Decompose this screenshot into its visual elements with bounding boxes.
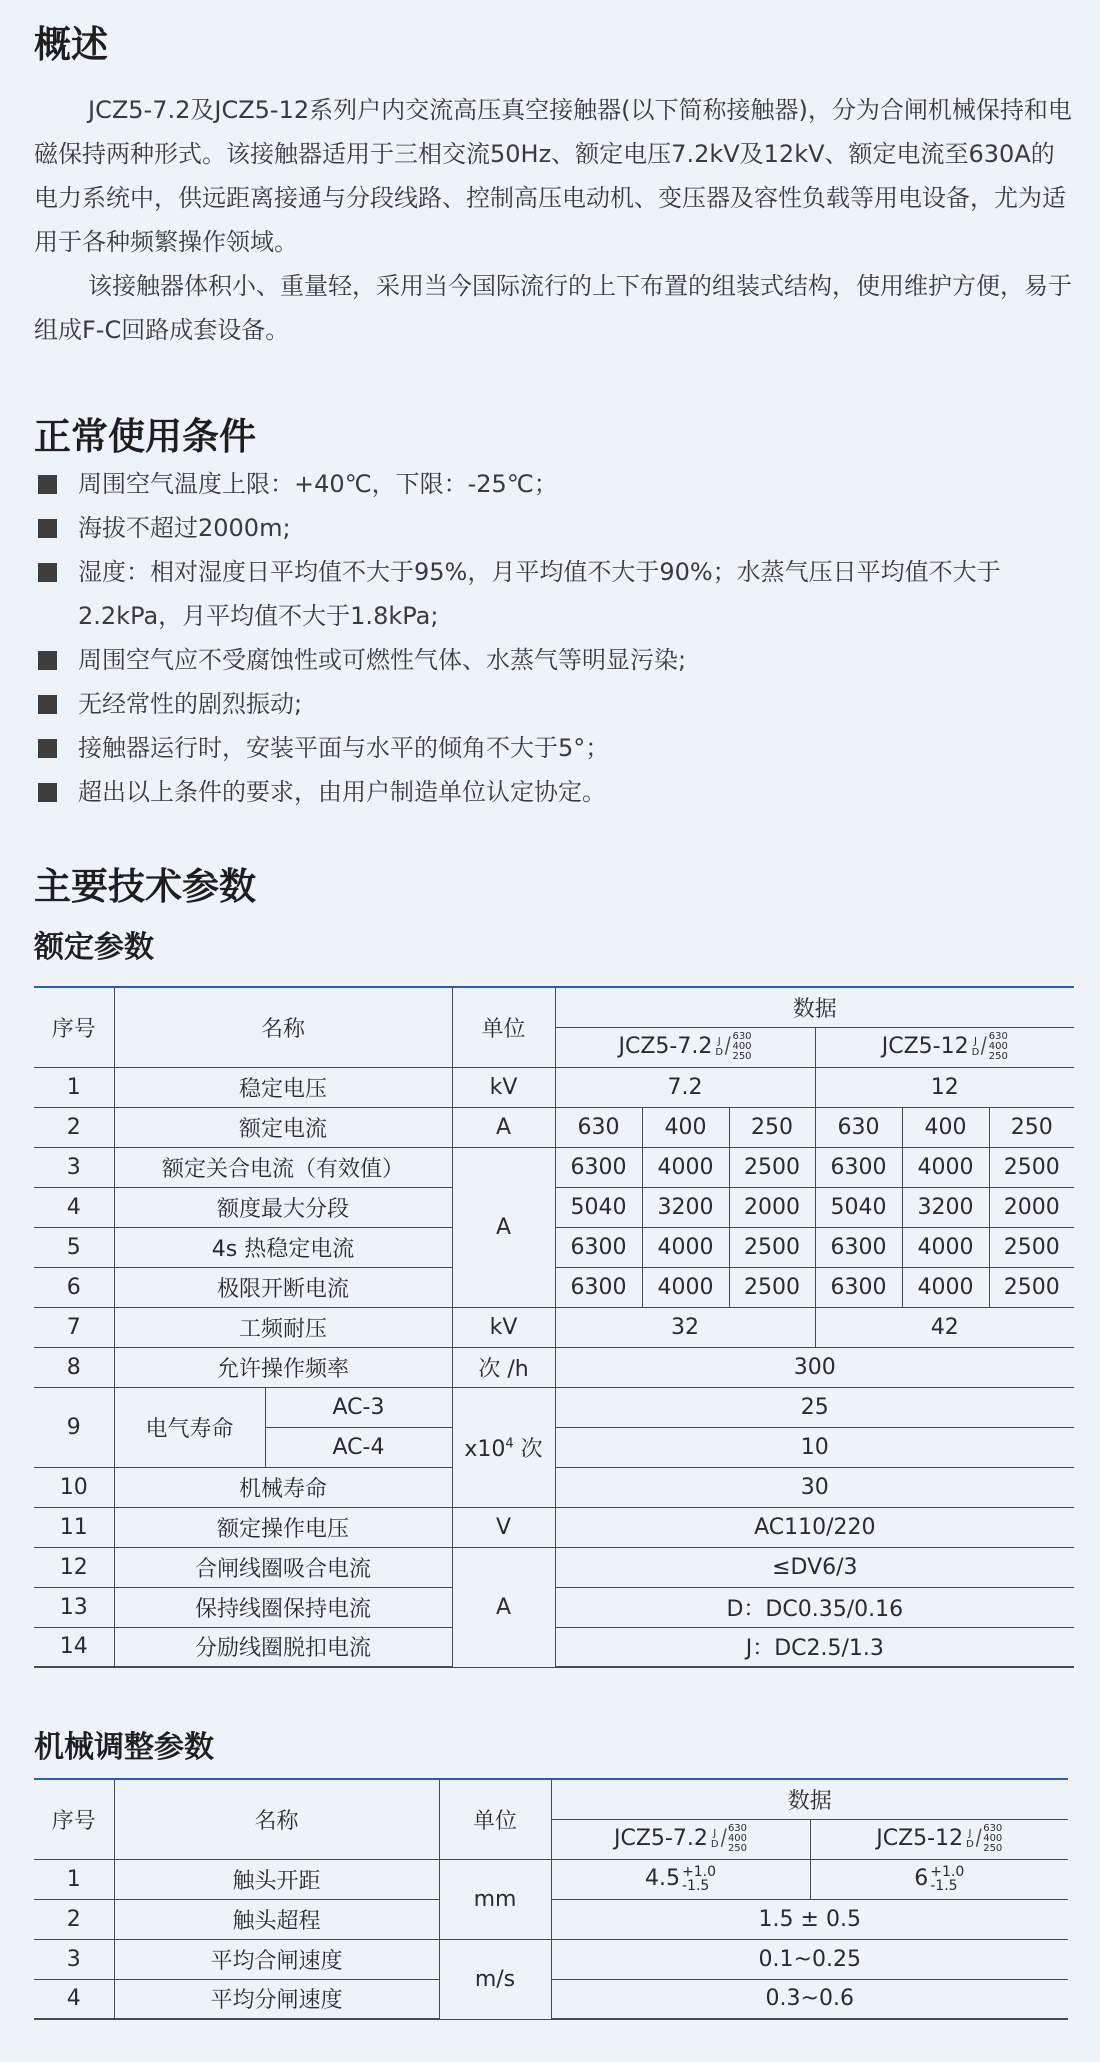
cell-seq: 2 — [34, 1899, 114, 1939]
cell-seq: 1 — [34, 1859, 114, 1899]
cell-name: 合闸线圈吸合电流 — [114, 1547, 452, 1587]
cell-value: 4000 — [642, 1147, 729, 1187]
cell-value: 12 — [815, 1067, 1074, 1107]
cell-seq: 9 — [34, 1387, 114, 1467]
cell-value: 250 — [989, 1107, 1074, 1147]
cell-seq: 1 — [34, 1067, 114, 1107]
cell-name: 平均合闸速度 — [114, 1939, 439, 1979]
bullet-square-icon — [38, 739, 57, 758]
header-name: 名称 — [114, 1779, 439, 1859]
cell-value: 400 — [902, 1107, 989, 1147]
cell-value: 6300 — [815, 1267, 902, 1307]
cell-value: 1.5 ± 0.5 — [551, 1899, 1068, 1939]
cell-value: 5040 — [815, 1187, 902, 1227]
cell-value: 2500 — [989, 1227, 1074, 1267]
bullet-square-icon — [38, 783, 57, 802]
cell-value: 0.3~0.6 — [551, 1979, 1068, 2019]
cell-name: 允许操作频率 — [114, 1347, 452, 1387]
cell-unit: kV — [452, 1067, 555, 1107]
cell-seq: 4 — [34, 1187, 114, 1227]
overview-paragraph-1: JCZ5-7.2及JCZ5-12系列户内交流高压真空接触器(以下简称接触器)，分为合闸机械保持和电磁保持两种形式。该接触器适用于三相交流50Hz、额定电压7.2kV及12kV、额定电流至630A的电力系统中，供远距离接通与分段线路、控制高压电动机、变压器及容性负载等用电设备，尤为适用于各种频繁操作领域。 — [34, 96, 1072, 256]
cell-name: 触头开距 — [114, 1859, 439, 1899]
cell-value: 3200 — [642, 1187, 729, 1227]
bullet-square-icon — [38, 519, 57, 538]
cell-value: 4000 — [642, 1227, 729, 1267]
table-row — [34, 1147, 1074, 1187]
rated-params-table — [34, 986, 1074, 1668]
condition-item: 周围空气应不受腐蚀性或可燃性气体、水蒸气等明显污染; — [34, 638, 1079, 682]
cell-name: 稳定电压 — [114, 1067, 452, 1107]
header-unit: 单位 — [439, 1779, 551, 1859]
cell-name: 分励线圈脱扣电流 — [114, 1627, 452, 1667]
cell-name: 4s 热稳定电流 — [114, 1227, 452, 1267]
header-model-jcz5-12: JCZ5-12 J D/ 630 400 250 — [810, 1819, 1068, 1859]
mech-params-table — [34, 1778, 1068, 2020]
cell-unit: m/s — [439, 1939, 551, 2019]
cell-seq: 13 — [34, 1587, 114, 1627]
cell-value: 6300 — [555, 1147, 642, 1187]
cell-value: 6300 — [815, 1147, 902, 1187]
condition-item: 湿度：相对湿度日平均值不大于95%，月平均值不大于90%；水蒸气压日平均值不大于2.2kPa，月平均值不大于1.8kPa; — [34, 550, 1079, 638]
mech-params-title: 机械调整参数 — [34, 1730, 214, 1765]
cell-name: 额度最大分段 — [114, 1187, 452, 1227]
header-seq: 序号 — [34, 987, 114, 1067]
header-name: 名称 — [114, 987, 452, 1067]
cell-value: 4.5 +1.0 -1.5 — [551, 1859, 810, 1899]
table-row — [34, 1227, 1074, 1267]
cell-value: 4000 — [902, 1147, 989, 1187]
cell-seq: 11 — [34, 1507, 114, 1547]
table-row — [34, 1587, 1074, 1627]
table-row — [34, 1307, 1074, 1347]
cell-unit: V — [452, 1507, 555, 1547]
cell-name: 电气寿命 — [114, 1387, 265, 1467]
conditions-title: 正常使用条件 — [34, 415, 256, 458]
cell-name: 工频耐压 — [114, 1307, 452, 1347]
conditions-list — [34, 462, 1079, 814]
cell-value: 2000 — [729, 1187, 815, 1227]
cell-value: 2000 — [989, 1187, 1074, 1227]
bullet-square-icon — [38, 563, 57, 582]
table-row — [34, 1859, 1068, 1899]
cell-seq: 5 — [34, 1227, 114, 1267]
cell-value: 6 +1.0 -1.5 — [810, 1859, 1068, 1899]
cell-unit: 次 /h — [452, 1347, 555, 1387]
cell-name: 保持线圈保持电流 — [114, 1587, 452, 1627]
cell-value: 2500 — [989, 1267, 1074, 1307]
cell-name: 额定电流 — [114, 1107, 452, 1147]
header-model-jcz5-12: JCZ5-12 J D/ 630 400 250 — [815, 1027, 1074, 1067]
bullet-square-icon — [38, 695, 57, 714]
cell-value: 630 — [815, 1107, 902, 1147]
cell-value: ≤DV6/3 — [555, 1547, 1074, 1587]
cell-value: 250 — [729, 1107, 815, 1147]
cell-value: 2500 — [729, 1267, 815, 1307]
cell-value: 25 — [555, 1387, 1074, 1427]
table-row — [34, 1979, 1068, 2019]
cell-value: 3200 — [902, 1187, 989, 1227]
cell-name: 额定关合电流（有效值） — [114, 1147, 452, 1187]
cell-seq: 10 — [34, 1467, 114, 1507]
cell-seq: 6 — [34, 1267, 114, 1307]
table-row — [34, 1507, 1074, 1547]
cell-seq: 4 — [34, 1979, 114, 2019]
cell-seq: 3 — [34, 1147, 114, 1187]
cell-value: 2500 — [729, 1227, 815, 1267]
condition-item: 超出以上条件的要求，由用户制造单位认定协定。 — [34, 770, 1079, 814]
cell-value: 10 — [555, 1427, 1074, 1467]
cell-value: 2500 — [989, 1147, 1074, 1187]
cell-seq: 2 — [34, 1107, 114, 1147]
cell-seq: 8 — [34, 1347, 114, 1387]
cell-name: 极限开断电流 — [114, 1267, 452, 1307]
overview-paragraph-2: 该接触器体积小、重量轻，采用当今国际流行的上下布置的组装式结构，使用维护方便，易于组成F-C回路成套设备。 — [34, 272, 1072, 344]
tech-params-title: 主要技术参数 — [34, 865, 256, 908]
cell-value: 6300 — [555, 1227, 642, 1267]
cell-value: 400 — [642, 1107, 729, 1147]
table-row — [34, 1347, 1074, 1387]
table-row — [34, 1547, 1074, 1587]
cell-unit: A — [452, 1147, 555, 1307]
table-row — [34, 1899, 1068, 1939]
cell-unit: A — [452, 1547, 555, 1667]
bullet-square-icon — [38, 651, 57, 670]
header-data: 数据 — [555, 987, 1074, 1027]
rated-params-title: 额定参数 — [34, 930, 154, 965]
cell-seq: 12 — [34, 1547, 114, 1587]
cell-value: 6300 — [555, 1267, 642, 1307]
cell-name: 额定操作电压 — [114, 1507, 452, 1547]
cell-unit: mm — [439, 1859, 551, 1939]
cell-value: 4000 — [642, 1267, 729, 1307]
condition-item: 周围空气温度上限：+40℃，下限：-25℃； — [34, 462, 1079, 506]
cell-value: 32 — [555, 1307, 815, 1347]
condition-item: 无经常性的剧烈振动; — [34, 682, 1079, 726]
table-row — [34, 1939, 1068, 1979]
cell-value: 6300 — [815, 1227, 902, 1267]
cell-value: 4000 — [902, 1227, 989, 1267]
cell-value: 5040 — [555, 1187, 642, 1227]
cell-subname: AC-4 — [265, 1427, 452, 1467]
cell-value: 4000 — [902, 1267, 989, 1307]
header-seq: 序号 — [34, 1779, 114, 1859]
cell-name: 平均分闸速度 — [114, 1979, 439, 2019]
table-header-row — [34, 987, 1074, 1027]
cell-unit: $x10^4$ 次 — [452, 1387, 555, 1507]
cell-value: D：DC0.35/0.16 — [555, 1587, 1074, 1627]
header-unit: 单位 — [452, 987, 555, 1067]
condition-item: 海拔不超过2000m; — [34, 506, 1079, 550]
cell-value: AC110/220 — [555, 1507, 1074, 1547]
table-row — [34, 1107, 1074, 1147]
cell-unit: kV — [452, 1307, 555, 1347]
table-row — [34, 1067, 1074, 1107]
table-row — [34, 1467, 1074, 1507]
cell-seq: 7 — [34, 1307, 114, 1347]
cell-value: 2500 — [729, 1147, 815, 1187]
bullet-square-icon — [38, 475, 57, 494]
overview-title: 概述 — [34, 23, 108, 66]
cell-value: 300 — [555, 1347, 1074, 1387]
cell-subname: AC-3 — [265, 1387, 452, 1427]
table-row — [34, 1387, 1074, 1427]
cell-value: 30 — [555, 1467, 1074, 1507]
header-model-jcz5-7-2: JCZ5-7.2 J D/ 630 400 250 — [551, 1819, 810, 1859]
cell-value: J：DC2.5/1.3 — [555, 1627, 1074, 1667]
header-model-jcz5-7-2: JCZ5-7.2 J D/ 630 400 250 — [555, 1027, 815, 1067]
cell-unit: A — [452, 1107, 555, 1147]
table-row — [34, 1627, 1074, 1667]
header-data: 数据 — [551, 1779, 1068, 1819]
cell-value: 42 — [815, 1307, 1074, 1347]
cell-seq: 14 — [34, 1627, 114, 1667]
cell-seq: 3 — [34, 1939, 114, 1979]
cell-value: 630 — [555, 1107, 642, 1147]
condition-item: 接触器运行时，安装平面与水平的倾角不大于5°； — [34, 726, 1079, 770]
cell-name: 触头超程 — [114, 1899, 439, 1939]
table-row — [34, 1267, 1074, 1307]
cell-name: 机械寿命 — [114, 1467, 452, 1507]
table-header-row — [34, 1779, 1068, 1819]
cell-value: 0.1~0.25 — [551, 1939, 1068, 1979]
table-row — [34, 1187, 1074, 1227]
cell-value: 7.2 — [555, 1067, 815, 1107]
